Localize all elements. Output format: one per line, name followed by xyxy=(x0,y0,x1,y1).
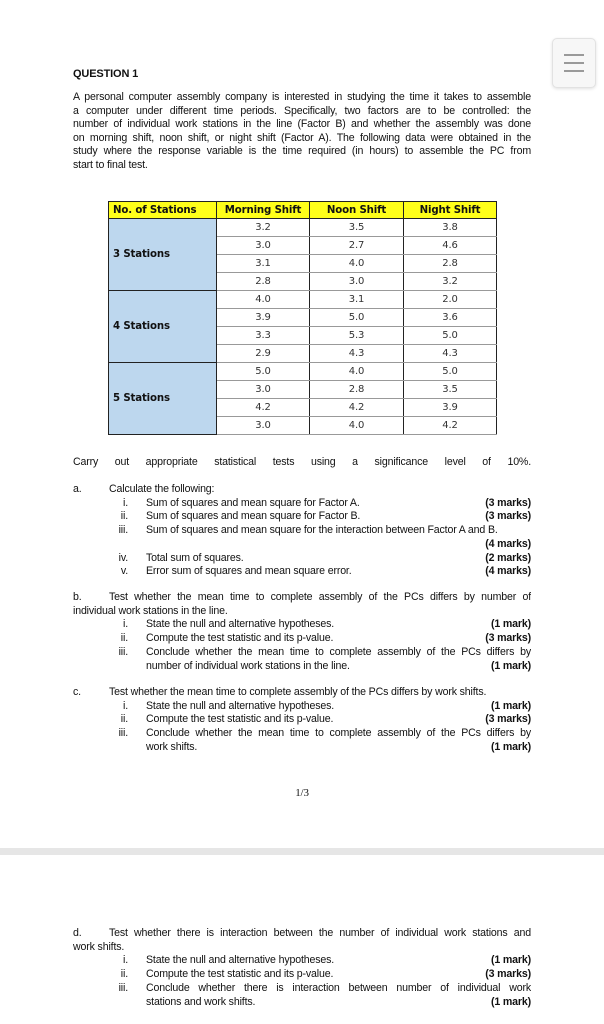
table-cell: 2.8 xyxy=(404,255,497,273)
item-number: iii. xyxy=(118,645,128,658)
table-cell: 4.0 xyxy=(310,417,404,435)
table-cell: 5.0 xyxy=(404,327,497,345)
item-text: Compute the test statistic and its p-value. xyxy=(146,968,334,981)
table-row xyxy=(109,291,497,309)
item-text: Conclude whether the mean time to complete assembly of the PCs differs by xyxy=(146,727,531,740)
intro-line: study where the response variable is the time required (in hours) to assemble the PC from xyxy=(73,145,531,158)
item-number: i. xyxy=(123,496,128,509)
item-number: i. xyxy=(123,699,128,712)
table-cell: 4.6 xyxy=(404,237,497,255)
table-cell: 3.1 xyxy=(310,291,404,309)
table-cell: 3.9 xyxy=(217,309,310,327)
item-text: Conclude whether the mean time to complete assembly of the PCs differs by xyxy=(146,645,531,658)
part-label: d. xyxy=(73,927,82,939)
item-marks: (4 marks) xyxy=(485,537,531,550)
table-cell: 2.8 xyxy=(310,381,404,399)
item-text: State the null and alternative hypotheses. xyxy=(146,954,335,967)
intro-line: a computer under different time periods. Specifically, two factors are to be controlled: the xyxy=(73,104,531,117)
table-cell: 3.0 xyxy=(217,237,310,255)
station-label: 5 Stations xyxy=(109,363,217,435)
question-title: QUESTION 1 xyxy=(73,68,139,80)
menu-icon xyxy=(564,54,584,56)
item-text: Conclude whether there is interaction between number of individual work xyxy=(146,981,531,994)
item-number: i. xyxy=(123,618,128,631)
part-label: b. xyxy=(73,591,82,603)
item-number: ii. xyxy=(120,968,128,981)
intro-line: on morning shift, noon shift, or night shift (Factor A). The following data were obtained in the xyxy=(73,131,531,144)
table-cell: 3.5 xyxy=(310,219,404,237)
table-cell: 4.2 xyxy=(404,417,497,435)
table-cell: 2.0 xyxy=(404,291,497,309)
item-number: i. xyxy=(123,954,128,967)
item-marks: (3 marks) xyxy=(485,713,531,726)
intro-line: A personal computer assembly company is interested in studying the time it takes to assemble xyxy=(73,91,531,103)
item-marks: (2 marks) xyxy=(485,551,531,564)
table-cell: 2.8 xyxy=(217,273,310,291)
table-cell: 5.0 xyxy=(310,309,404,327)
item-number: v. xyxy=(120,565,128,578)
item-text: Compute the test statistic and its p-value. xyxy=(146,632,334,645)
item-text: State the null and alternative hypotheses. xyxy=(146,699,335,712)
item-marks: (3 marks) xyxy=(485,968,531,981)
item-number: iii. xyxy=(118,981,128,994)
table-cell: 3.0 xyxy=(217,417,310,435)
item-marks: (3 marks) xyxy=(485,496,531,509)
item-marks: (3 marks) xyxy=(485,632,531,645)
table-row xyxy=(109,219,497,237)
table-row xyxy=(109,363,497,381)
table-cell: 5.0 xyxy=(217,363,310,381)
item-number: iii. xyxy=(118,524,128,537)
part-text: Test whether the mean time to complete assembly of the PCs differs by number of xyxy=(109,591,531,603)
item-marks: (1 mark) xyxy=(490,954,531,967)
table-cell: 2.7 xyxy=(310,237,404,255)
table-cell: 4.3 xyxy=(404,345,497,363)
item-marks: (1 mark) xyxy=(490,618,531,631)
table-cell: 3.5 xyxy=(404,381,497,399)
intro-line: number of individual work stations in the line (Factor B) and whether the assembly was done xyxy=(73,118,531,131)
table-cell: 3.0 xyxy=(217,381,310,399)
item-text: work shifts. xyxy=(146,740,198,753)
table-cell: 5.3 xyxy=(310,327,404,345)
item-marks: (3 marks) xyxy=(485,510,531,523)
document-menu-button[interactable] xyxy=(552,38,596,88)
table-cell: 2.9 xyxy=(217,345,310,363)
part-label: c. xyxy=(73,686,81,698)
part-label: a. xyxy=(73,483,82,495)
station-label: 3 Stations xyxy=(109,219,217,291)
table-header-row xyxy=(109,202,497,219)
part-text: Test whether there is interaction between the number of individual work stations and xyxy=(109,927,531,939)
table-cell: 3.9 xyxy=(404,399,497,417)
table-cell: 4.0 xyxy=(217,291,310,309)
table-cell: 3.3 xyxy=(217,327,310,345)
column-header: Noon Shift xyxy=(310,202,404,219)
table-cell: 3.2 xyxy=(217,219,310,237)
table-cell: 3.2 xyxy=(404,273,497,291)
item-number: iv. xyxy=(118,551,128,564)
table-cell: 5.0 xyxy=(404,363,497,381)
item-text: Sum of squares and mean square for Factor B. xyxy=(146,510,361,523)
column-header: Morning Shift xyxy=(217,202,310,219)
data-table xyxy=(108,201,497,435)
table-cell: 4.3 xyxy=(310,345,404,363)
item-number: ii. xyxy=(120,632,128,645)
table-cell: 4.2 xyxy=(310,399,404,417)
column-header: No. of Stations xyxy=(109,202,217,219)
item-marks: (1 mark) xyxy=(490,699,531,712)
item-text: Error sum of squares and mean square error. xyxy=(146,565,352,578)
part-text: Test whether the mean time to complete assembly of the PCs differs by work shifts. xyxy=(109,686,487,698)
item-text: stations and work shifts. xyxy=(146,995,256,1008)
table-cell: 3.8 xyxy=(404,219,497,237)
instruction-text: Carry out appropriate statistical tests using a significance level of 10%. xyxy=(73,456,531,468)
item-text: Sum of squares and mean square for Factor A. xyxy=(146,496,360,509)
item-marks: (1 mark) xyxy=(490,659,531,672)
item-number: ii. xyxy=(120,713,128,726)
page-separator xyxy=(0,848,604,855)
item-text: Compute the test statistic and its p-value. xyxy=(146,713,334,726)
station-label: 4 Stations xyxy=(109,291,217,363)
item-text: Sum of squares and mean square for the interaction between Factor A and B. xyxy=(146,524,498,537)
column-header: Night Shift xyxy=(404,202,497,219)
part-text: work shifts. xyxy=(73,940,125,953)
table-cell: 4.2 xyxy=(217,399,310,417)
item-text: Total sum of squares. xyxy=(146,551,244,564)
intro-line: start to final test. xyxy=(73,159,148,171)
table-cell: 3.6 xyxy=(404,309,497,327)
page-number: 1/3 xyxy=(295,787,309,799)
part-text: individual work stations in the line. xyxy=(73,604,228,617)
item-marks: (1 mark) xyxy=(490,995,531,1008)
item-text: State the null and alternative hypotheses. xyxy=(146,618,335,631)
table-cell: 3.1 xyxy=(217,255,310,273)
table-cell: 4.0 xyxy=(310,255,404,273)
part-text: Calculate the following: xyxy=(109,483,215,495)
table-cell: 3.0 xyxy=(310,273,404,291)
menu-icon-line xyxy=(564,70,584,72)
item-number: iii. xyxy=(118,727,128,740)
table-cell: 4.0 xyxy=(310,363,404,381)
item-marks: (4 marks) xyxy=(485,565,531,578)
item-marks: (1 mark) xyxy=(490,740,531,753)
item-text: number of individual work stations in the line. xyxy=(146,659,350,672)
menu-icon-line xyxy=(564,62,584,64)
item-number: ii. xyxy=(120,510,128,523)
